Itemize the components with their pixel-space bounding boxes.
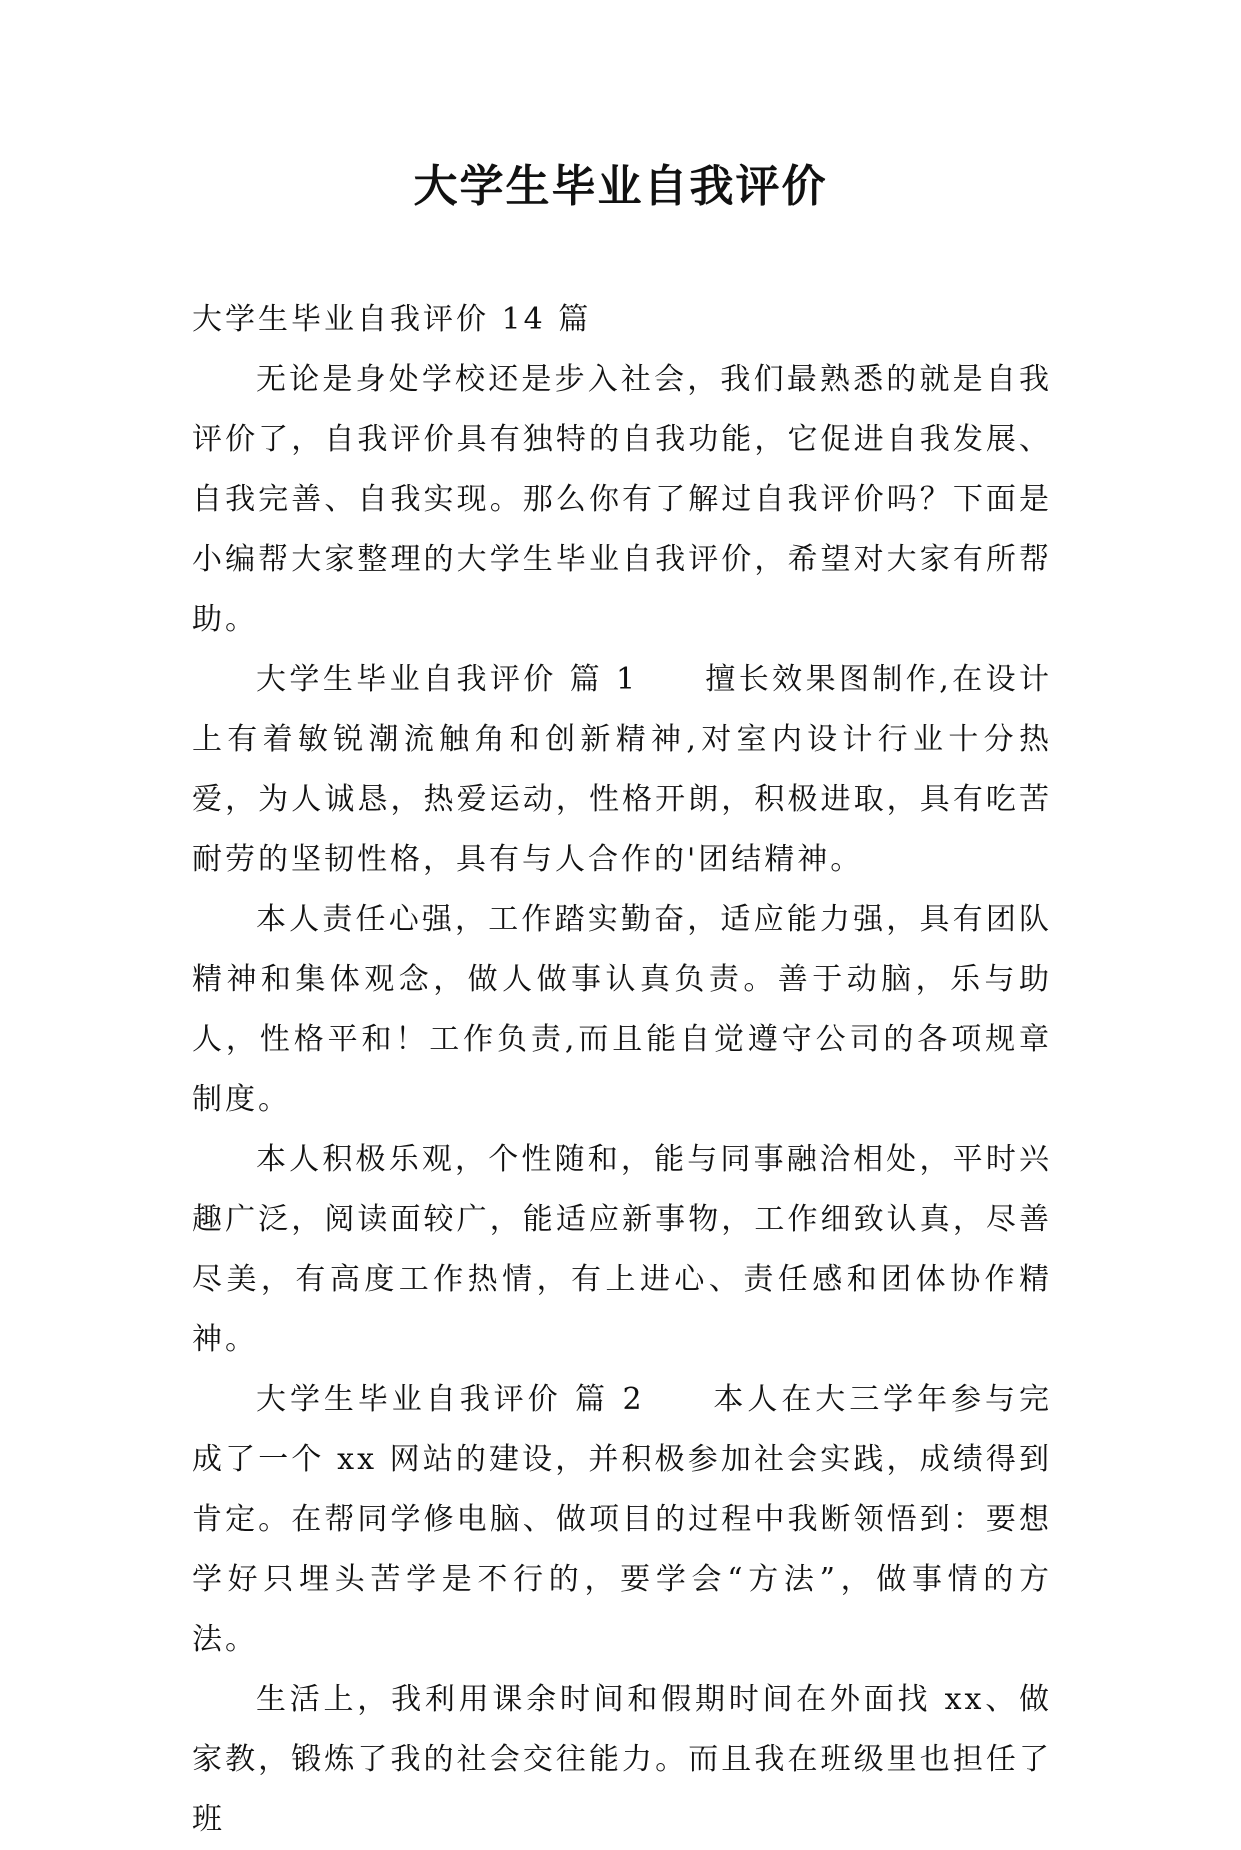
paragraph-intro: 无论是身处学校还是步入社会，我们最熟悉的就是自我评价了，自我评价具有独特的自我功能，它促进自我发展、自我完善、自我实现。那么你有了解过自我评价吗？下面是小编帮大家整理的大学生毕业自我评价，希望对大家有所帮助。 [192,362,1052,637]
paragraph: 生活上，我利用课余时间和假期时间在外面找 xx、做家教，锻炼了我的社会交往能力。而且我在班级里也担任了班 [192,1682,1052,1837]
paragraph-section-2: 大学生毕业自我评价 篇 2 本人在大三学年参与完成了一个 xx 网站的建设，并积极参加社会实践，成绩得到肯定。在帮同学修电脑、做项目的过程中我断领悟到：要想学好只埋头苦学是不行的，要学会“方法”，做事情的方法。 [192,1382,1052,1657]
paragraph: 本人责任心强，工作踏实勤奋，适应能力强，具有团队精神和集体观念，做人做事认真负责。善于动脑，乐与助人，性格平和！工作负责,而且能自觉遵守公司的各项规章制度。 [192,902,1052,1117]
paragraph-section-1: 大学生毕业自我评价 篇 1 擅长效果图制作,在设计上有着敏锐潮流触角和创新精神,对室内设计行业十分热爱，为人诚恳，热爱运动，性格开朗，积极进取，具有吃苦耐劳的坚韧性格，具有与人合作的'团结精神。 [192,662,1052,877]
document-body [192,290,1052,1850]
document-title: 大学生毕业自我评价 [413,161,828,212]
paragraph: 本人积极乐观，个性随和，能与同事融洽相处，平时兴趣广泛，阅读面较广，能适应新事物，工作细致认真，尽善尽美，有高度工作热情，有上进心、责任感和团体协作精神。 [192,1142,1052,1357]
document-subtitle: 大学生毕业自我评价 14 篇 [192,302,592,337]
